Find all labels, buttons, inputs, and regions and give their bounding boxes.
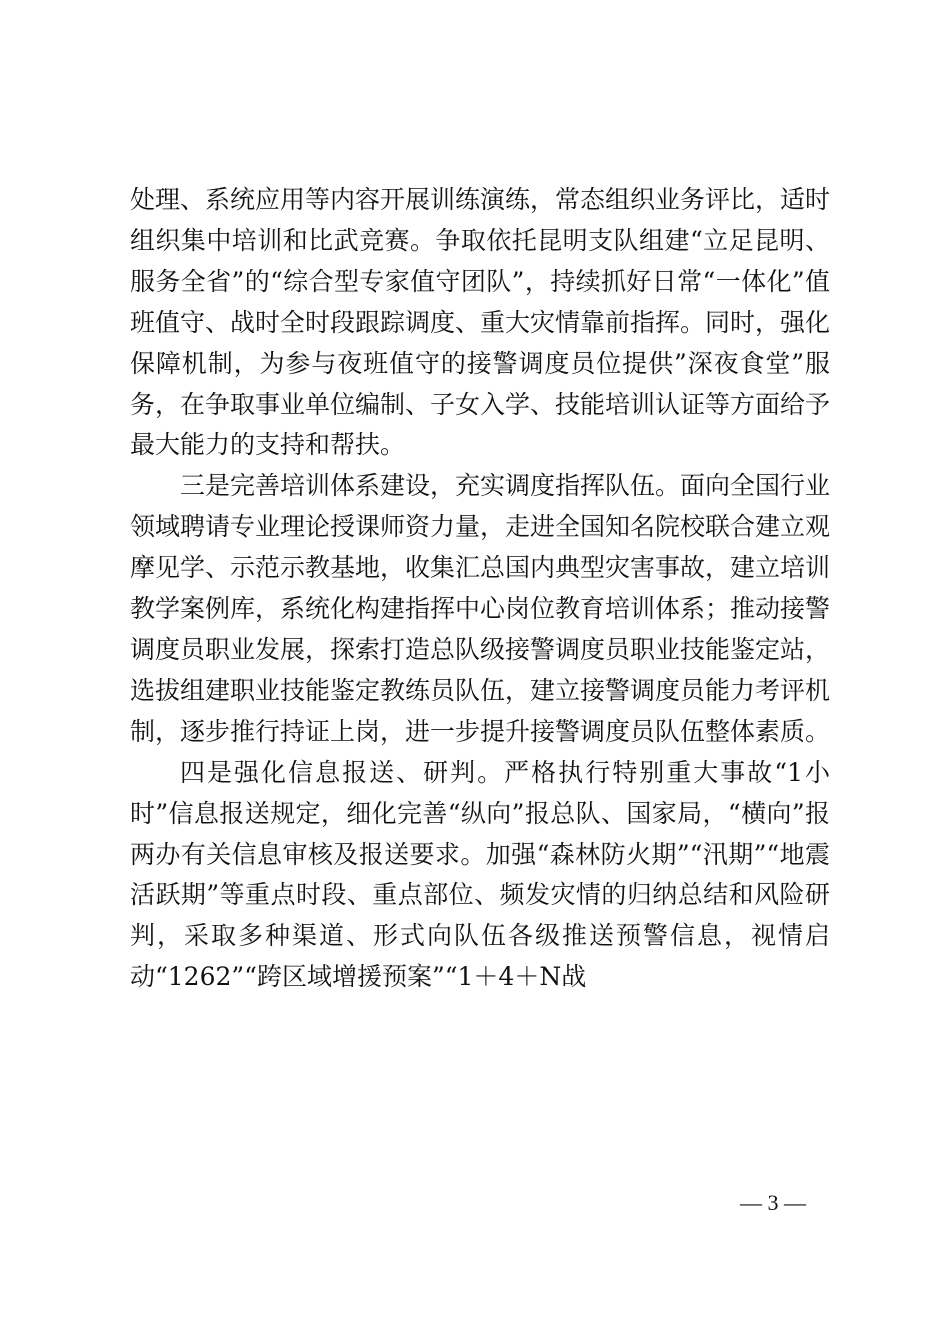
paragraph-continuation: 处理、系统应用等内容开展训练演练，常态组织业务评比，适时组织集中培训和比武竞赛。争取依托昆明支队组建“立足昆明、服务全省”的“综合型专家值守团队”，持续抓好日常“一体化”值班值守、战时全时段跟踪调度、重大灾情靠前指挥。同时，强化保障机制，为参与夜班值守的接警调度员位提供”深夜食堂”服务，在争取事业单位编制、子女入学、技能培训认证等方面给予最大能力的支持和帮扶。 <box>130 185 831 460</box>
paragraph-information-reporting: 四是强化信息报送、研判。严格执行特别重大事故“1小时”信息报送规定，细化完善“纵向”报总队、国家局，“横向”报两办有关信息审核及报送要求。加强“森林防火期”“汛期”“地震活跃期”等重点时段、重点部位、频发灾情的归纳总结和风险研判，采取多种渠道、形式向队伍各级推送预警信息，视情启动“1262”“跨区域增援预案”“1＋4＋N战 <box>130 757 830 992</box>
page-number: — 3 — <box>740 1190 806 1215</box>
body-text <box>130 180 830 998</box>
paragraph-training-system: 三是完善培训体系建设，充实调度指挥队伍。面向全国行业领域聘请专业理论授课师资力量，走进全国知名院校联合建立观摩见学、示范示教基地，收集汇总国内典型灾害事故，建立培训教学案例库，系统化构建指挥中心岗位教育培训体系；推动接警调度员职业发展，探索打造总队级接警调度员职业技能鉴定站，选拔组建职业技能鉴定教练员队伍，建立接警调度员能力考评机制，逐步推行持证上岗，进一步提升接警调度员队伍整体素质。 <box>130 471 831 746</box>
